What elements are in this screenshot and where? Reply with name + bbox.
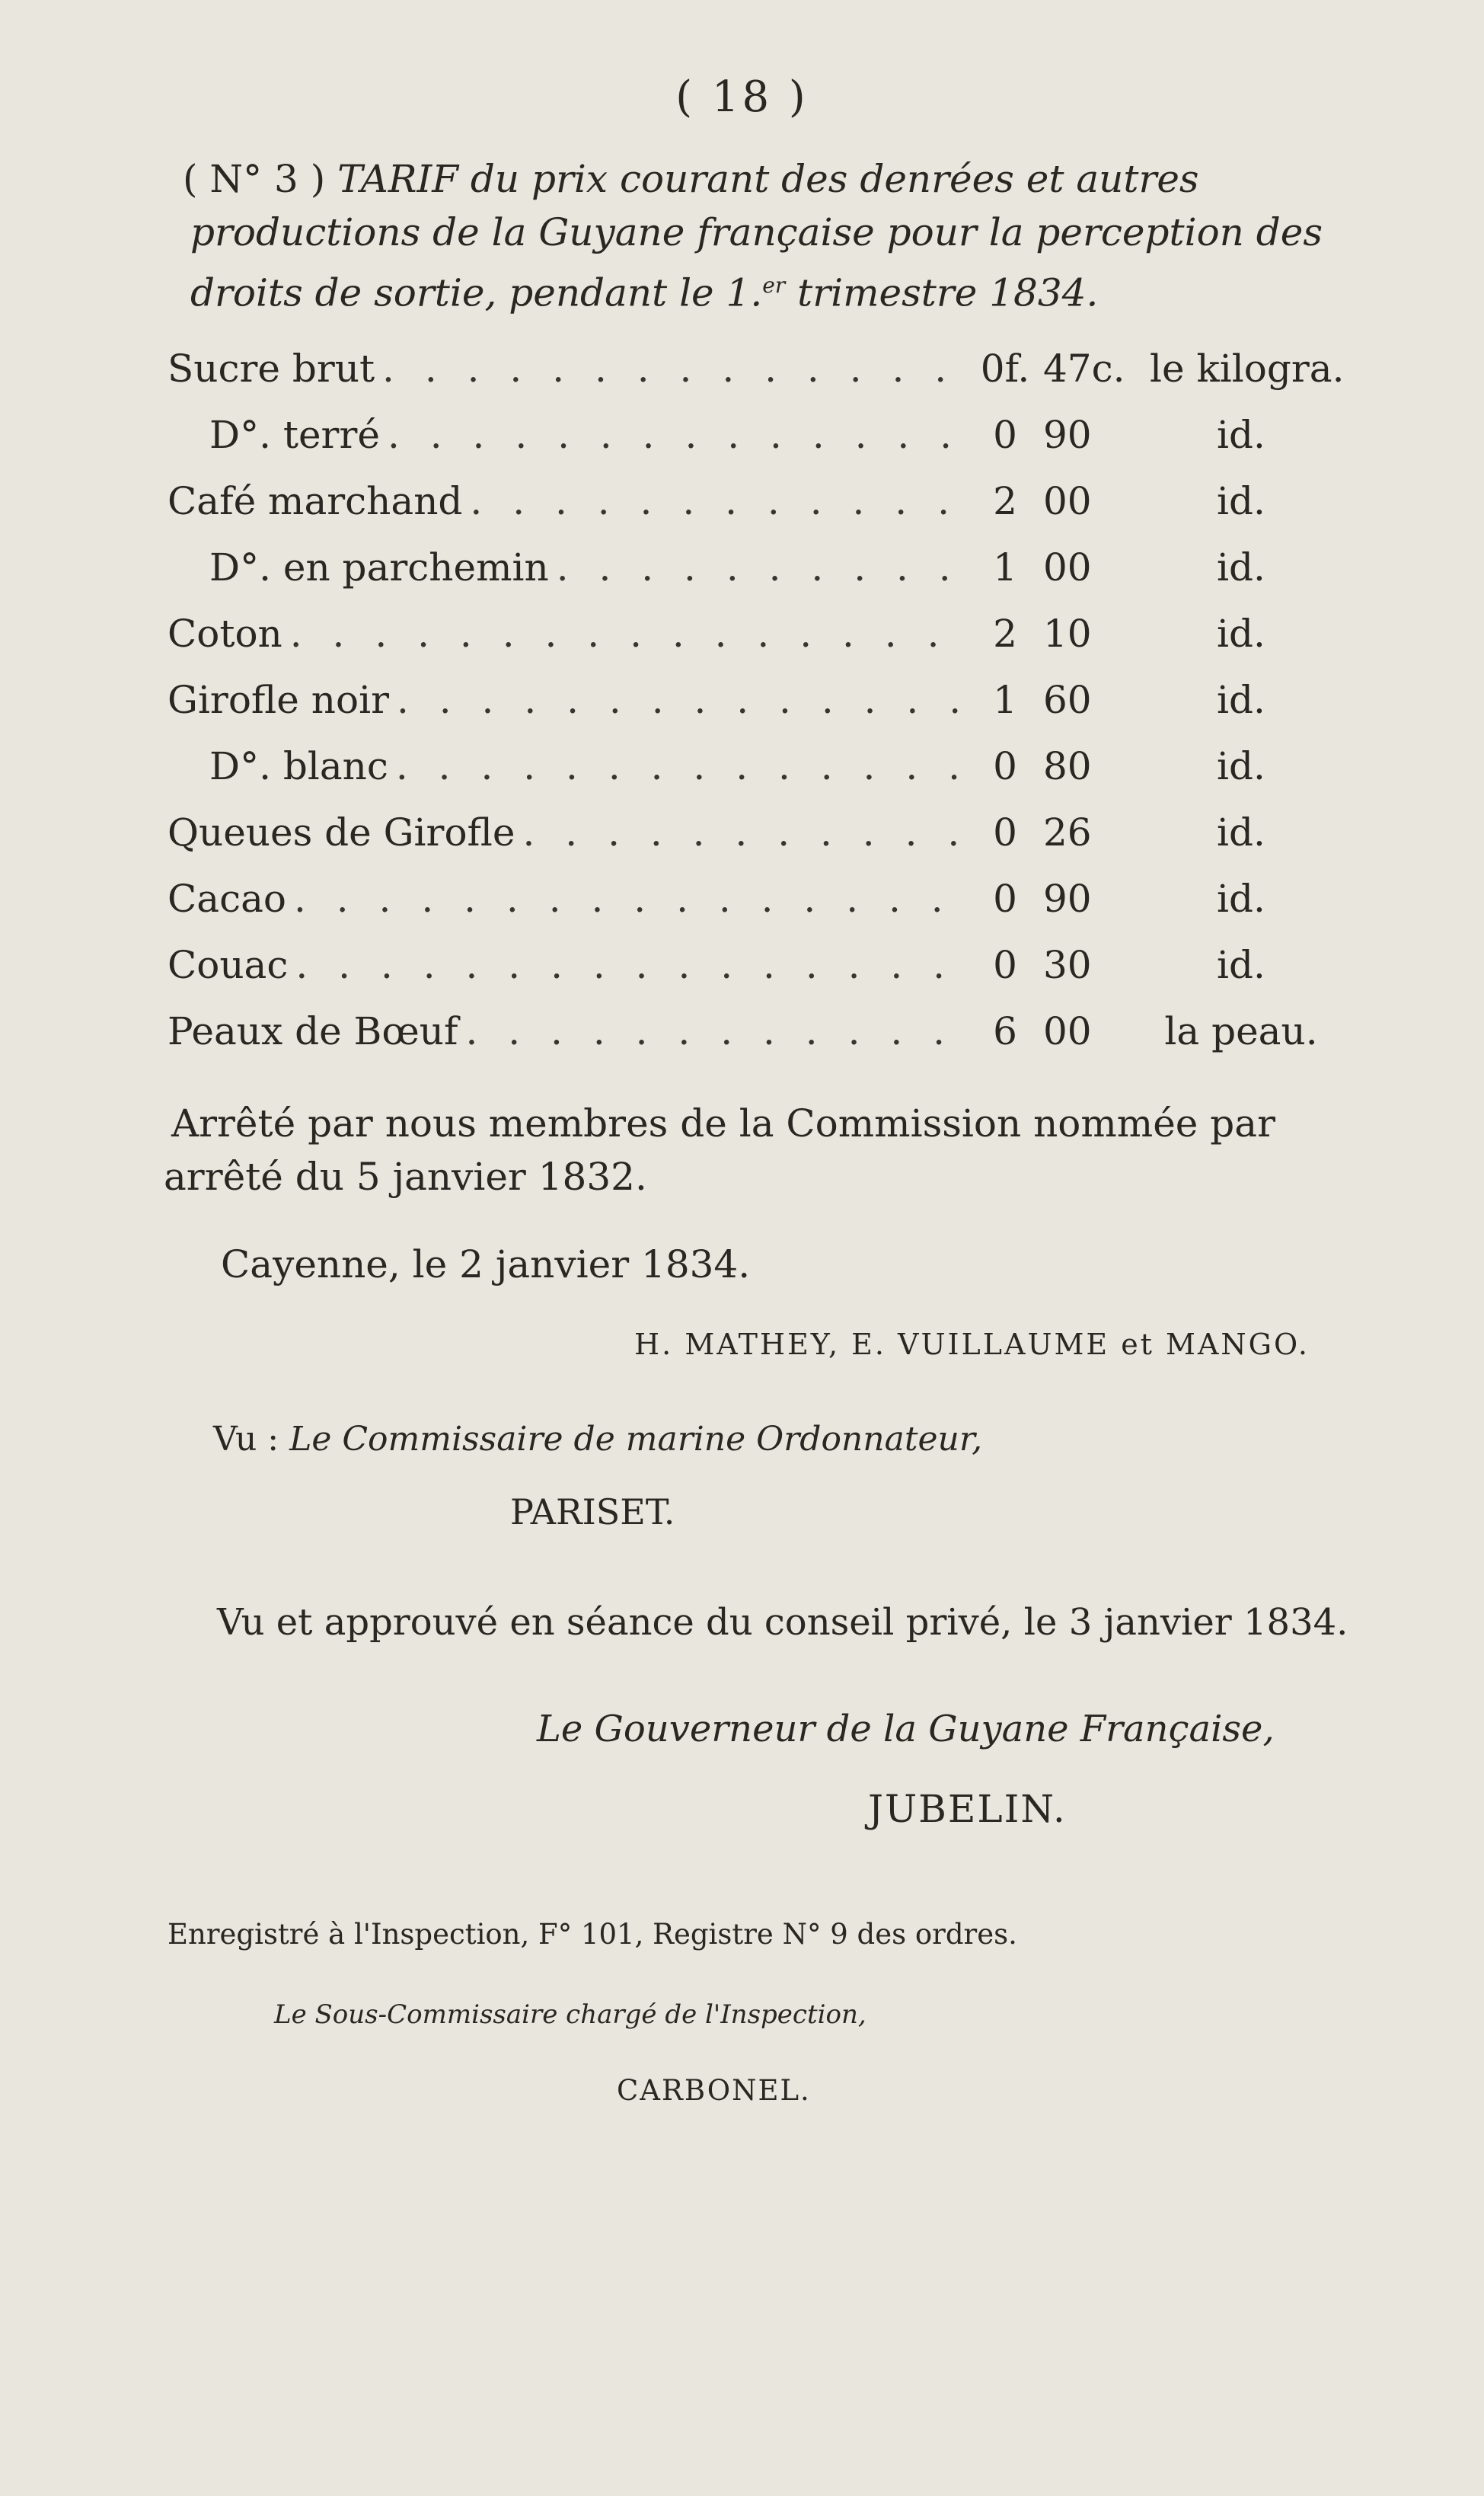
- tariff-row: [168, 1009, 1401, 1075]
- registration-text: Enregistré à l'Inspection, F° 101, Registre N° 9 des ordres.: [168, 1918, 1017, 1951]
- leader-dots: [523, 810, 968, 855]
- leader-dots: [557, 545, 967, 590]
- commodity-name: Peaux de Bœuf: [168, 1009, 458, 1053]
- tariff-row: [168, 744, 1401, 810]
- commodity-name: Coton: [168, 612, 282, 656]
- leader-dots: [295, 943, 967, 987]
- price-unit: id.: [1217, 744, 1265, 788]
- price-cents: 26: [1043, 810, 1092, 855]
- price-francs: 2: [993, 612, 1017, 656]
- tariff-row: [168, 479, 1401, 545]
- tariff-number: ( N° 3 ): [183, 157, 326, 201]
- vu-name: PARISET.: [510, 1491, 675, 1532]
- tariff-title: [183, 152, 1393, 320]
- tariff-row: [168, 413, 1401, 479]
- price-cents: 60: [1043, 678, 1092, 722]
- leader-dots: [294, 877, 967, 921]
- price-cents: 00: [1043, 545, 1092, 590]
- tariff-row: [168, 810, 1401, 877]
- price-francs: 0: [993, 877, 1017, 921]
- price-unit: id.: [1217, 877, 1265, 921]
- commodity-name: Couac: [168, 943, 289, 987]
- tariff-row: [168, 347, 1401, 413]
- tariff-row: [168, 943, 1401, 1009]
- price-unit: id.: [1217, 413, 1265, 457]
- price-francs: 2: [993, 479, 1017, 523]
- leader-dots: [470, 479, 967, 523]
- price-unit: id.: [1217, 612, 1265, 656]
- commodity-name: Girofle noir: [168, 678, 389, 722]
- commodity-name: Café marchand: [168, 479, 463, 523]
- leader-dots: [396, 744, 967, 788]
- signatories: H. MATHEY, E. VUILLAUME et MANGO.: [634, 1328, 1310, 1361]
- price-unit: id.: [1217, 479, 1265, 523]
- price-francs: 1: [993, 678, 1017, 722]
- price-francs: 0: [993, 744, 1017, 788]
- price-unit: la peau.: [1164, 1009, 1318, 1053]
- commodity-name: D°. blanc: [209, 744, 388, 788]
- commodity-name: D°. en parchemin: [209, 545, 549, 590]
- price-unit: le kilogra.: [1150, 347, 1345, 391]
- price-cents: 90: [1043, 413, 1092, 457]
- price-cents: 00: [1043, 1009, 1092, 1053]
- leader-dots: [397, 678, 967, 722]
- tariff-row: [168, 877, 1401, 943]
- page-number: ( 18 ): [675, 72, 809, 122]
- tariff-row: [168, 612, 1401, 678]
- commodity-name: D°. terré: [209, 413, 380, 457]
- tariff-row: [168, 545, 1401, 612]
- leader-dots: [465, 1009, 967, 1053]
- commodity-name: Sucre brut: [168, 347, 375, 391]
- price-unit: id.: [1217, 678, 1265, 722]
- price-francs: 6: [993, 1009, 1017, 1053]
- vu-label: Vu :: [213, 1420, 279, 1459]
- governor-title: Le Gouverneur de la Guyane Française,: [537, 1708, 1275, 1750]
- price-francs: 0: [993, 810, 1017, 855]
- price-cents: 90: [1043, 877, 1092, 921]
- tariff-title-text: TARIF du prix courant des denrées et autres productions de la Guyane française pour la perception des droits de sortie, pendant le 1.: [190, 157, 1323, 315]
- price-unit: id.: [1217, 810, 1265, 855]
- governor-name: JUBELIN.: [868, 1787, 1067, 1831]
- leader-dots: [290, 612, 967, 656]
- commodity-name: Cacao: [168, 877, 286, 921]
- vu-line: [213, 1413, 982, 1466]
- price-cents: 80: [1043, 744, 1092, 788]
- price-cents: 00: [1043, 479, 1092, 523]
- price-unit: id.: [1217, 943, 1265, 987]
- price-unit: id.: [1217, 545, 1265, 590]
- price-francs: 0: [993, 943, 1017, 987]
- subcommissioner-name: CARBONEL.: [617, 2074, 811, 2107]
- price-cents: 10: [1043, 612, 1092, 656]
- leader-dots: [388, 413, 967, 457]
- tariff-row: [168, 678, 1401, 744]
- tariff-title-trimestre: trimestre 1834.: [785, 270, 1099, 315]
- vu-title: Le Commissaire de marine Ordonnateur,: [289, 1420, 983, 1459]
- commodity-name: Queues de Girofle: [168, 810, 515, 855]
- subcommissioner-title: Le Sous-Commissaire chargé de l'Inspection,: [274, 1999, 866, 2030]
- tariff-table: [168, 347, 1401, 1075]
- price-cents: 47c.: [1043, 347, 1125, 391]
- price-francs: 0: [993, 413, 1017, 457]
- arrete-text: Arrêté par nous membres de la Commission nommée par arrêté du 5 janvier 1832.: [164, 1101, 1275, 1199]
- approval-text: Vu et approuvé en séance du conseil privé, le 3 janvier 1834.: [217, 1601, 1348, 1644]
- price-francs: 1: [993, 545, 1017, 590]
- price-cents: 30: [1043, 943, 1092, 987]
- place-date: Cayenne, le 2 janvier 1834.: [221, 1242, 751, 1286]
- tariff-title-sup: er: [762, 273, 786, 298]
- price-francs: 0f.: [980, 347, 1030, 391]
- leader-dots: [382, 347, 967, 391]
